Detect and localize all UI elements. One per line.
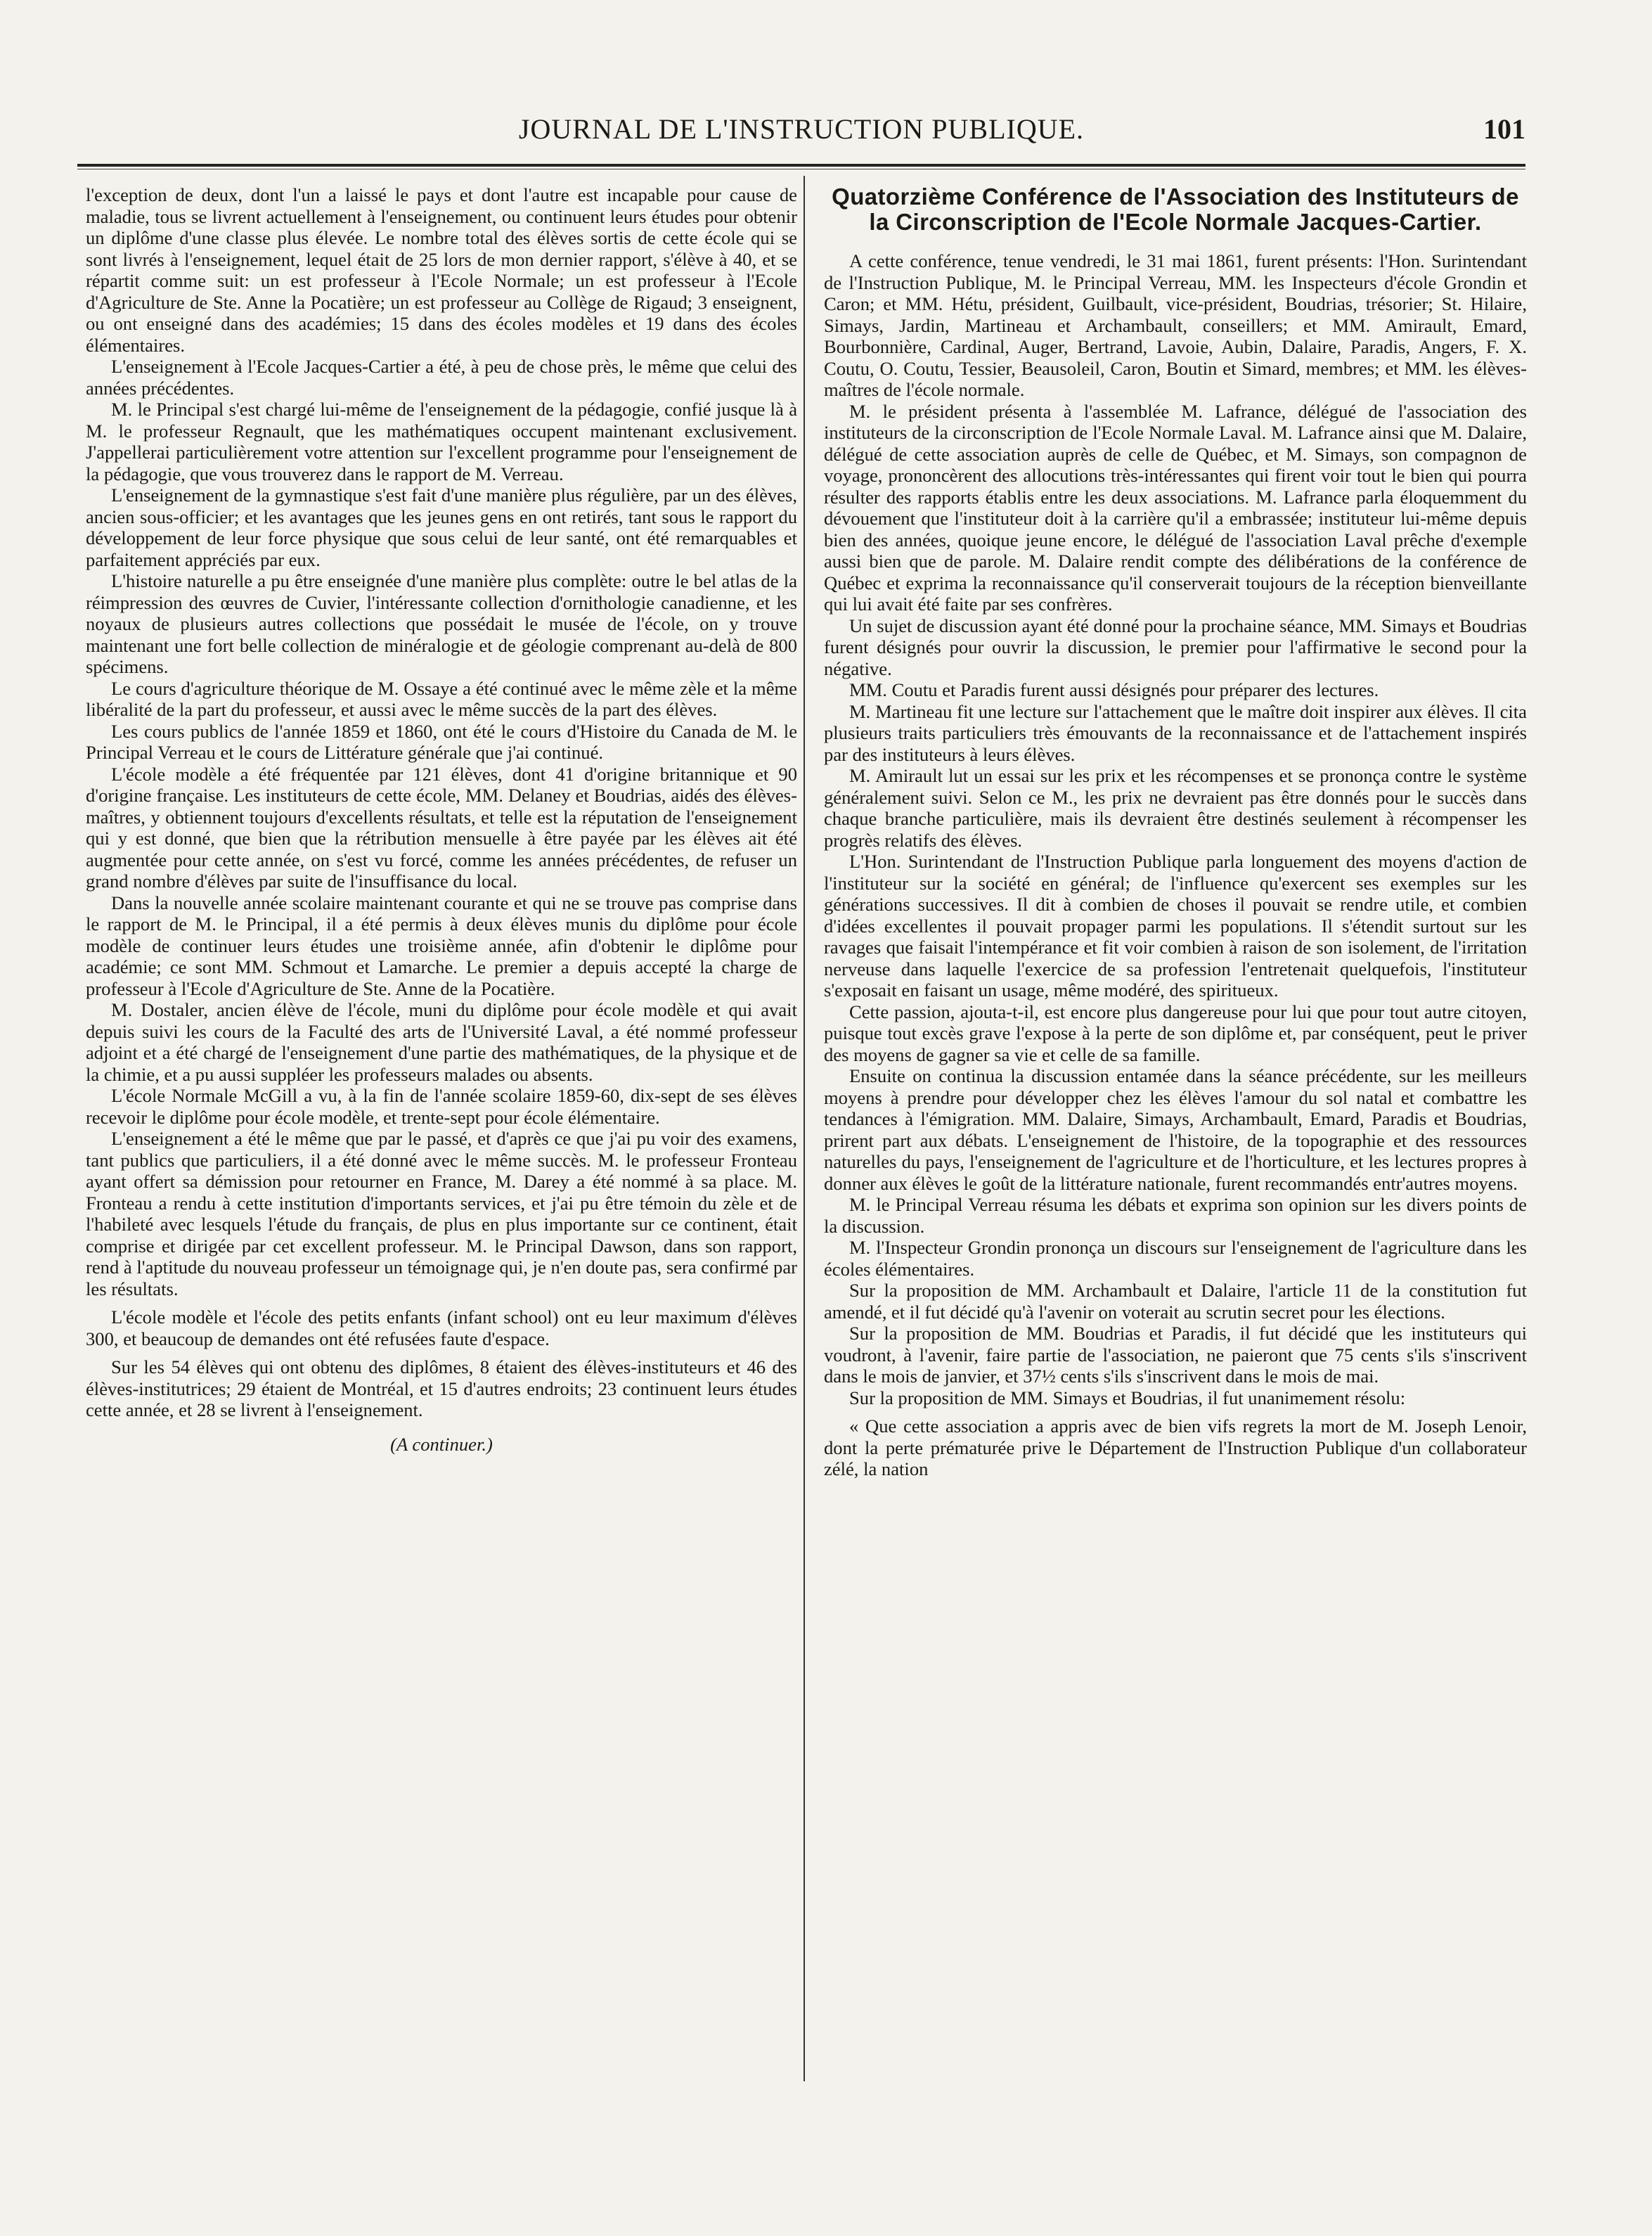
paragraph: M. le président présenta à l'assemblée M. Lafrance, délégué de l'association des instituteurs de la circonscription de l'Ecole Normale Laval. M. Lafrance ainsi que M. Dalaire, délégué de cette association auprès de celle de Québec, et M. Simays, son compagnon de voyage, prononcèrent des allocutions très-intéressantes qui firent voir tout le bien qui pourra résulter des rapports établis entre les deux associations. M. Lafrance parla éloquemment du dévouement que l'instituteur doit à la carrière qu'il a embrassée; instituteur lui-même depuis bien des années, quoique jeune encore, le délégué de l'association Laval prêche d'exemple aussi bien que de parole. M. Dalaire rendit compte des délibérations de la conférence de Québec et exprima la reconnaissance qu'il conserverait toujours de la réception bienveillante qui lui avait été faite par ses confrères. <box>824 400 1527 615</box>
paragraph: Sur la proposition de MM. Simays et Boudrias, il fut unanimement résolu: <box>849 1387 1406 1408</box>
paragraph: L'histoire naturelle a pu être enseignée d'une manière plus complète: outre le bel atlas de la réimpression des œuvres de Cuvier, l'intéressante collection d'ornithologie canadienne, et les noyaux de plusieurs autres collections que possédait le musée de l'école, on y trouve maintenant une fort belle collection de minéralogie et de géologie comprenant au-delà de 800 spécimens. <box>86 570 797 677</box>
paragraph: M. Amirault lut un essai sur les prix et les récompenses et se prononça contre le système généralement suivi. Selon ce M., les prix ne devraient pas être donnés pour le succès dans chaque branche particulière, mais ils devraient être destinés seulement à récompenser les progrès relatifs des élèves. <box>824 765 1527 851</box>
to-be-continued: (A continuer.) <box>390 1433 493 1455</box>
running-title: JOURNAL DE L'INSTRUCTION PUBLIQUE. <box>518 113 1085 145</box>
paragraph: L'enseignement de la gymnastique s'est fait d'une manière plus régulière, par un des élèves, ancien sous-officier; et les avantages que les jeunes gens en ont retirés, tant sous le rapport du développement de leur force physique que sous celui de leur santé, ont été remarquables et parfaitement appréciés par eux. <box>86 484 797 570</box>
paragraph: A cette conférence, tenue vendredi, le 31 mai 1861, furent présents: l'Hon. Surintendant de l'Instruction Publique, M. le Principal Verreau, MM. les Inspecteurs d'école Grondin et Caron; et MM. Hétu, président, Guilbault, vice-président, Boudrias, trésorier; St. Hilaire, Simays, Jardin, Martineau et Archambault, conseillers; et MM. Amirault, Emard, Bourbonnière, Cardinal, Auger, Bertrand, Lavoie, Aubin, Dalaire, Paradis, Angers, F. X. Coutu, O. Coutu, Tessier, Beausoleil, Caron, Boutin et Simard, membres; et MM. les élèves-maîtres de l'école normale. <box>824 250 1527 400</box>
paragraph: Les cours publics de l'année 1859 et 1860, ont été le cours d'Histoire du Canada de M. le Principal Verreau et le cours de Littérature générale que j'ai continué. <box>86 720 797 763</box>
paragraph: Sur la proposition de MM. Boudrias et Paradis, il fut décidé que les instituteurs qui voudront, à l'avenir, faire partie de l'association, ne paieront que 75 cents s'ils s'inscrivent dans le mois de janvier, et 37½ cents s'ils s'inscrivent dans le mois de mai. <box>824 1323 1527 1387</box>
paragraph: L'école modèle et l'école des petits enfants (infant school) ont eu leur maximum d'élèves 300, et beaucoup de demandes ont été refusées faute d'espace. <box>86 1306 797 1349</box>
paragraph: M. le Principal Verreau résuma les débats et exprima son opinion sur les divers points de la discussion. <box>824 1194 1527 1237</box>
paragraph: L'enseignement à l'Ecole Jacques-Cartier a été, à peu de chose près, le même que celui des années précédentes. <box>86 356 797 399</box>
paragraph: Sur les 54 élèves qui ont obtenu des diplômes, 8 étaient des élèves-instituteurs et 46 des élèves-institutrices; 29 étaient de Montréal, et 15 d'autres endroits; 23 continuent leurs études cette année, et 28 se livrent à l'enseignement. <box>86 1356 797 1420</box>
paragraph: M. Dostaler, ancien élève de l'école, muni du diplôme pour école modèle et qui avait depuis suivi les cours de la Faculté des arts de l'Université Laval, a été nommé professeur adjoint et a été chargé de l'enseignement d'une partie des mathématiques, de la physique et de la chimie, et a pu aussi suppléer les professeurs malades ou absents. <box>86 999 797 1085</box>
paragraph: Dans la nouvelle année scolaire maintenant courante et qui ne se trouve pas comprise dans le rapport de M. le Principal, il a été permis à deux élèves munis du diplôme pour école modèle de continuer leurs études une troisième année, afin d'obtenir le diplôme pour académie; ce sont MM. Schmout et Lamarche. Le premier a depuis accepté la charge de professeur à l'Ecole d'Agriculture de Ste. Anne de la Pocatière. <box>86 892 797 999</box>
paragraph: L'école Normale McGill a vu, à la fin de l'année scolaire 1859-60, dix-sept de ses élèves recevoir le diplôme pour école modèle, et trente-sept pour école élémentaire. <box>86 1085 797 1128</box>
paragraph: Le cours d'agriculture théorique de M. Ossaye a été continué avec le même zèle et la même libéralité de la part du professeur, et aussi avec le même succès de la part des élèves. <box>86 677 797 720</box>
left-column <box>86 184 797 1455</box>
page-number: 101 <box>1483 113 1525 145</box>
paragraph: l'exception de deux, dont l'un a laissé le pays et dont l'autre est incapable pour cause de maladie, tous se livrent actuellement à l'enseignement, ou continuent leurs études pour obtenir un diplôme d'une classe plus élevée. Le nombre total des élèves sortis de cette école qui se sont livrés à l'enseignement, lequel était de 25 lors de mon dernier rapport, s'élève à 40, et se répartit comme suit: un est professeur à l'Ecole Normale; un est professeur à l'Ecole d'Agriculture de Ste. Anne la Pocatière; un est professeur au Collège de Rigaud; 3 enseignent, ou ont enseigné dans des académies; 15 dans des écoles modèles et 19 dans des écoles élémentaires. <box>86 184 797 356</box>
paragraph: Un sujet de discussion ayant été donné pour la prochaine séance, MM. Simays et Boudrias furent désignés pour ouvrir la discussion, le premier pour l'affirmative le second pour la négative. <box>824 615 1527 679</box>
paragraph: Sur la proposition de MM. Archambault et Dalaire, l'article 11 de la constitution fut amendé, et il fut décidé qu'à l'avenir on voterait au scrutin secret pour les élections. <box>824 1280 1527 1323</box>
column-divider <box>804 176 805 2081</box>
paragraph: L'Hon. Surintendant de l'Instruction Publique parla longuement des moyens d'action de l'instituteur sur la société en général; de l'influence qu'exercent ses exemples sur les générations successives. Il dit à combien de choses il pouvait se rendre utile, et combien d'idées excellentes il pouvait propager parmi les populations. Il s'étendit surtout sur les ravages que faisait l'intempérance et fit voir combien à raison de son isolement, de l'irritation nerveuse dans laquelle l'exercice de sa profession l'entretenait quelquefois, l'instituteur s'exposait en faisant un usage, même modéré, des spiritueux. <box>824 851 1527 1001</box>
paragraph: M. le Principal s'est chargé lui-même de l'enseignement de la pédagogie, confié jusque là à M. le professeur Regnault, que les mathématiques occupent maintenant exclusivement. J'appellerai particulièrement votre attention sur l'excellent programme pour l'enseignement de la pédagogie, que vous trouverez dans le rapport de M. Verreau. <box>86 399 797 484</box>
article-title: Quatorzième Conférence de l'Association des Instituteurs de la Circonscription de l'Ecole Normale Jacques-Cartier. <box>832 184 1519 235</box>
right-column <box>824 184 1527 1480</box>
paragraph: MM. Coutu et Paradis furent aussi désignés pour préparer des lectures. <box>849 679 1379 700</box>
paragraph: L'enseignement a été le même que par le passé, et d'après ce que j'ai pu voir des examens, tant publics que particuliers, il a été donné avec le même succès. M. le professeur Fronteau ayant offert sa démission pour retourner en France, M. Darey a été nommé à sa place. M. Fronteau a rendu à cette institution d'importants services, et j'ai pu être témoin du zèle et de l'habileté avec lesquels l'étude du français, de plus en plus importante sur ce continent, était comprise et dirigée par cet excellent professeur. M. le Principal Dawson, dans son rapport, rend à l'aptitude du nouveau professeur un témoignage qui, je n'en doute pas, sera confirmé par les résultats. <box>86 1128 797 1299</box>
paragraph: M. Martineau fit une lecture sur l'attachement que le maître doit inspirer aux élèves. Il cita plusieurs traits particuliers très émouvants de la reconnaissance et de l'attachement inspirés par des instituteurs à leurs élèves. <box>824 700 1527 765</box>
paragraph: Ensuite on continua la discussion entamée dans la séance précédente, sur les meilleurs moyens à prendre pour développer chez les élèves l'amour du sol natal et combattre les tendances à l'émigration. MM. Dalaire, Simays, Archambault, Emard, Paradis et Boudrias, prirent part aux débats. L'enseignement de l'histoire, de la topographie et des ressources naturelles du pays, l'enseignement de l'agriculture et de l'horticulture, et les lectures propres à donner aux élèves le goût de la littérature nationale, furent recommandés entr'autres moyens. <box>824 1065 1527 1194</box>
paragraph: Cette passion, ajouta-t-il, est encore plus dangereuse pour lui que pour tout autre citoyen, puisque tout excès grave l'expose à la perte de son diplôme et, par conséquent, peut le priver des moyens de gagner sa vie et celle de sa famille. <box>824 1001 1527 1065</box>
paragraph: L'école modèle a été fréquentée par 121 élèves, dont 41 d'origine britannique et 90 d'origine française. Les instituteurs de cette école, MM. Delaney et Boudrias, aidés des élèves-maîtres, y obtiennent toujours d'excellents résultats, et telle est la réputation de l'enseignement qui y est donné, que bien que la rétribution mensuelle à être payée par les élèves ait été augmentée pour cette année, on s'est vu forcé, comme les années précédentes, de refuser un grand nombre d'élèves par suite de l'insuffisance du local. <box>86 763 797 892</box>
page-header <box>77 105 1525 155</box>
paragraph: « Que cette association a appris avec de bien vifs regrets la mort de M. Joseph Lenoir, dont la perte prématurée prive le Département de l'Instruction Publique d'un collaborateur zélé, la nation <box>824 1415 1527 1479</box>
paragraph: M. l'Inspecteur Grondin prononça un discours sur l'enseignement de l'agriculture dans les écoles élémentaires. <box>824 1237 1527 1280</box>
header-rule <box>77 164 1525 167</box>
